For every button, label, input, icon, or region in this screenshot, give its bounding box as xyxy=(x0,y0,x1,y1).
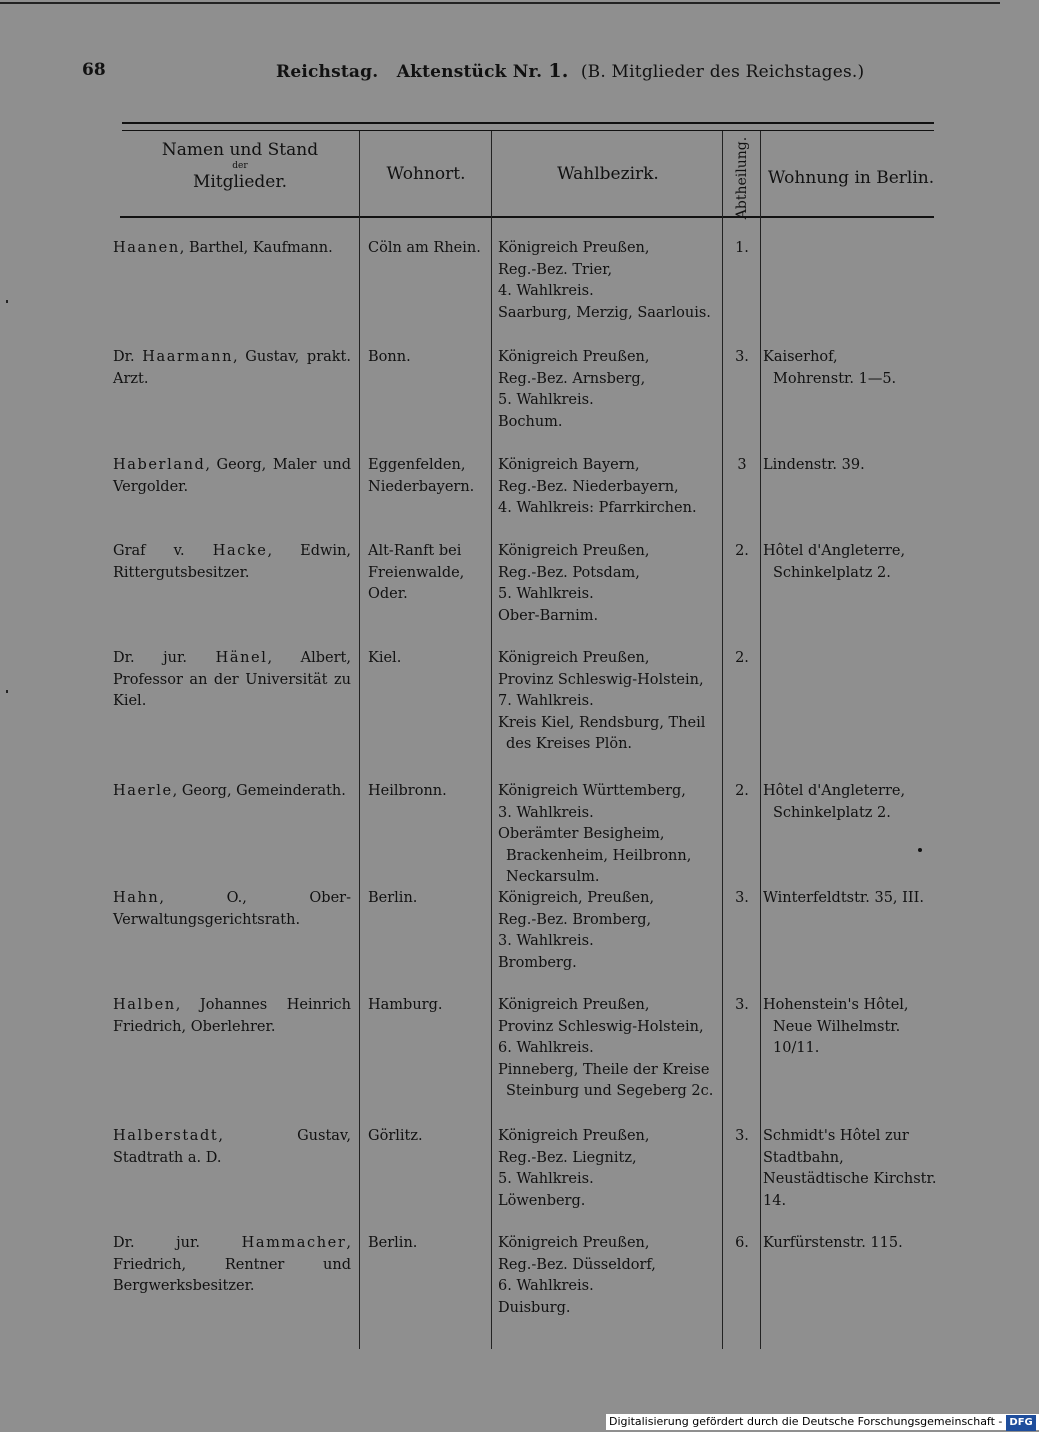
member-berlin-address xyxy=(763,888,938,910)
member-surname: Halben xyxy=(113,997,176,1013)
member-wohnort xyxy=(368,888,486,910)
wahlbezirk-line: Bromberg. xyxy=(498,954,577,971)
wahlbezirk-line: Saarburg, Merzig, Saarlouis. xyxy=(498,304,711,321)
member-wahlbezirk xyxy=(498,781,720,889)
member-details: , Gustav, prakt. Arzt. xyxy=(113,349,351,387)
column-divider xyxy=(722,131,723,1349)
member-wohnort xyxy=(368,1233,486,1255)
member-wahlbezirk xyxy=(498,1126,720,1212)
member-abtheilung: 3. xyxy=(735,349,749,365)
member-abtheilung: 2. xyxy=(735,650,749,666)
berlin-address-line: Kaiserhof, xyxy=(763,349,838,365)
member-name xyxy=(113,238,351,260)
wahlbezirk-line: Reg.-Bez. Potsdam, xyxy=(498,564,640,581)
member-wahlbezirk xyxy=(498,648,720,756)
member-wohnort xyxy=(368,995,486,1017)
scan-margin-mark xyxy=(6,300,8,303)
wahlbezirk-line: Reg.-Bez. Liegnitz, xyxy=(498,1149,637,1166)
scan-top-border xyxy=(0,2,1000,4)
wahlbezirk-line: Königreich Preußen, xyxy=(498,650,650,666)
member-berlin-address xyxy=(763,455,938,477)
member-berlin-address xyxy=(763,541,938,584)
header-names-line1: Namen und Stand xyxy=(161,140,319,160)
wahlbezirk-line: 4. Wahlkreis: Pfarrkirchen. xyxy=(498,500,697,516)
footer xyxy=(606,1414,1039,1430)
member-details: , Johannes Heinrich Friedrich, Oberlehrer. xyxy=(113,997,351,1035)
name-prefix: Dr. xyxy=(113,349,143,365)
header-names xyxy=(140,140,340,192)
running-head-doc: Aktenstück Nr. xyxy=(396,62,543,82)
member-berlin-address xyxy=(763,347,938,390)
wahlbezirk-line: Königreich Bayern, xyxy=(498,457,640,473)
wahlbezirk-line: 7. Wahlkreis. xyxy=(498,693,594,709)
member-wahlbezirk xyxy=(498,888,720,974)
member-abtheilung: 6. xyxy=(735,1235,749,1251)
wahlbezirk-line: Königreich Preußen, xyxy=(498,543,650,559)
member-abtheilung: 2. xyxy=(735,543,749,559)
wahlbezirk-line: 5. Wahlkreis. xyxy=(498,392,594,408)
page-number: 68 xyxy=(82,60,106,80)
member-name xyxy=(113,781,351,803)
member-abtheilung: 3. xyxy=(735,890,749,906)
scan-margin-mark xyxy=(6,690,8,693)
table-top-rule-thin xyxy=(122,130,934,131)
berlin-address-line: Kurfürstenstr. 115. xyxy=(763,1235,903,1251)
member-details: , Friedrich, Rentner und Bergwerksbesitzer. xyxy=(113,1235,351,1294)
member-name xyxy=(113,648,351,713)
scan-speck xyxy=(918,848,922,852)
member-surname: Haanen xyxy=(113,240,180,256)
berlin-address-line: Neue Wilhelmstr. 10/11. xyxy=(773,1018,901,1056)
member-berlin-address xyxy=(763,995,938,1060)
berlin-address-line: Lindenstr. 39. xyxy=(763,457,865,473)
wohnort-line: Freienwalde, xyxy=(368,564,465,581)
running-head-section: (B. Mitglieder des Reichstages.) xyxy=(580,62,865,82)
column-divider xyxy=(491,131,492,1349)
member-surname: Halberstadt xyxy=(113,1128,219,1144)
wohnort-line: Alt-Ranft bei xyxy=(368,543,462,559)
member-wahlbezirk xyxy=(498,1233,720,1319)
wohnort-line: Hamburg. xyxy=(368,997,443,1013)
berlin-address-line: Hôtel d'Angleterre, xyxy=(763,783,906,799)
wahlbezirk-line: Kreis Kiel, Rendsburg, Theil des Kreises Plön. xyxy=(498,714,706,752)
wahlbezirk-line: Duisburg. xyxy=(498,1299,571,1316)
member-berlin-address xyxy=(763,1233,938,1255)
member-name xyxy=(113,1126,351,1169)
member-name xyxy=(113,455,351,498)
wahlbezirk-line: Königreich Württemberg, xyxy=(498,783,686,799)
wohnort-line: Heilbronn. xyxy=(368,783,447,799)
wahlbezirk-line: 6. Wahlkreis. xyxy=(498,1278,594,1294)
wahlbezirk-line: 6. Wahlkreis. xyxy=(498,1040,594,1056)
wahlbezirk-line: 3. Wahlkreis. xyxy=(498,933,594,949)
name-prefix: Graf v. xyxy=(113,543,213,559)
member-name xyxy=(113,888,351,931)
wohnort-line: Berlin. xyxy=(368,1235,418,1251)
wohnort-line: Eggenfelden, xyxy=(368,457,466,473)
member-surname: Haberland xyxy=(113,457,206,473)
member-details: , Edwin, Rittergutsbesitzer. xyxy=(113,543,351,581)
wahlbezirk-line: Reg.-Bez. Düsseldorf, xyxy=(498,1256,656,1273)
running-head xyxy=(276,60,864,82)
dfg-logo: DFG xyxy=(1006,1415,1035,1431)
wahlbezirk-line: Pinneberg, Theile der Kreise Steinburg und Segeberg 2c. xyxy=(498,1061,714,1099)
wahlbezirk-line: Bochum. xyxy=(498,413,563,430)
wahlbezirk-line: Reg.-Bez. Niederbayern, xyxy=(498,478,679,495)
member-wohnort xyxy=(368,455,486,498)
berlin-address-line: Schinkelplatz 2. xyxy=(773,804,891,821)
berlin-address-line: Mohrenstr. 1—5. xyxy=(773,370,897,387)
member-berlin-address xyxy=(763,781,938,824)
member-surname: Haarmann xyxy=(142,349,234,365)
member-surname: Hänel xyxy=(215,650,268,666)
header-bottom-rule xyxy=(120,216,934,218)
header-names-line2: der xyxy=(232,161,248,171)
member-abtheilung: 3. xyxy=(735,1128,749,1144)
member-details: , Gustav, Stadtrath a. D. xyxy=(113,1128,351,1166)
berlin-address-line: Schinkelplatz 2. xyxy=(773,564,891,581)
member-abtheilung: 3. xyxy=(735,997,749,1013)
berlin-address-line: Hôtel d'Angleterre, xyxy=(763,543,906,559)
member-wohnort xyxy=(368,781,486,803)
wahlbezirk-line: 5. Wahlkreis. xyxy=(498,586,594,602)
member-wahlbezirk xyxy=(498,995,720,1103)
member-surname: Hammacher xyxy=(241,1235,347,1251)
wahlbezirk-line: 3. Wahlkreis. xyxy=(498,804,594,821)
member-wahlbezirk xyxy=(498,238,720,324)
berlin-address-line: Winterfeldtstr. 35, III. xyxy=(763,890,924,906)
wohnort-line: Niederbayern. xyxy=(368,478,475,495)
member-details: , O., Ober-Verwaltungsgerichtsrath. xyxy=(113,890,351,928)
member-name xyxy=(113,995,351,1038)
member-wohnort xyxy=(368,238,486,260)
member-details: , Barthel, Kaufmann. xyxy=(179,240,333,256)
header-wohnort: Wohnort. xyxy=(386,164,466,184)
wahlbezirk-line: Reg.-Bez. Arnsberg, xyxy=(498,370,646,387)
name-prefix: Dr. jur. xyxy=(113,650,216,666)
member-surname: Haerle xyxy=(113,783,173,799)
member-wohnort xyxy=(368,541,486,606)
berlin-address-line: Schmidt's Hôtel zur Stadtbahn, Neustädtische Kirchstr. 14. xyxy=(763,1128,937,1209)
member-abtheilung: 1. xyxy=(735,240,749,256)
table-top-rule xyxy=(122,122,934,124)
member-surname: Hahn xyxy=(113,890,160,906)
wahlbezirk-line: Oberämter Besigheim, Brackenheim, Heilbronn, Neckarsulm. xyxy=(498,826,692,885)
member-name xyxy=(113,541,351,584)
member-wohnort xyxy=(368,347,486,369)
member-wohnort xyxy=(368,648,486,670)
wahlbezirk-line: Reg.-Bez. Trier, xyxy=(498,261,613,278)
wahlbezirk-line: Königreich Preußen, xyxy=(498,1235,650,1251)
member-name xyxy=(113,1233,351,1298)
wohnort-line: Bonn. xyxy=(368,349,411,365)
wahlbezirk-line: Reg.-Bez. Bromberg, xyxy=(498,911,652,928)
member-wahlbezirk xyxy=(498,347,720,433)
member-details: , Albert, Professor an der Universität zu Kiel. xyxy=(113,650,351,709)
wohnort-line: Oder. xyxy=(368,586,408,602)
member-details: , Georg, Maler und Vergolder. xyxy=(113,457,351,495)
berlin-address-line: Hohenstein's Hôtel, xyxy=(763,997,909,1013)
member-abtheilung: 2. xyxy=(735,783,749,799)
member-details: , Georg, Gemeinderath. xyxy=(172,783,346,799)
member-name xyxy=(113,347,351,390)
wahlbezirk-line: Königreich Preußen, xyxy=(498,1128,650,1144)
header-abtheilung xyxy=(724,136,760,220)
name-prefix: Dr. jur. xyxy=(113,1235,242,1251)
header-berlin: Wohnung in Berlin. xyxy=(767,168,935,188)
footer-text: Digitalisierung gefördert durch die Deutsche Forschungsgemeinschaft - xyxy=(609,1415,1003,1428)
member-berlin-address xyxy=(763,1126,938,1212)
wahlbezirk-line: Königreich Preußen, xyxy=(498,349,650,365)
wohnort-line: Görlitz. xyxy=(368,1128,423,1144)
running-head-doc-number: 1. xyxy=(548,60,569,82)
wohnort-line: Berlin. xyxy=(368,890,418,906)
wahlbezirk-line: Königreich, Preußen, xyxy=(498,890,655,906)
header-names-line3: Mitglieder. xyxy=(192,172,288,192)
wahlbezirk-line: Provinz Schleswig-Holstein, xyxy=(498,1018,704,1035)
member-abtheilung: 3 xyxy=(737,457,747,473)
wohnort-line: Cöln am Rhein. xyxy=(368,240,481,256)
column-divider xyxy=(760,131,761,1349)
wahlbezirk-line: Königreich Preußen, xyxy=(498,240,650,256)
wahlbezirk-line: Löwenberg. xyxy=(498,1192,586,1209)
member-wahlbezirk xyxy=(498,541,720,627)
wahlbezirk-line: 4. Wahlkreis. xyxy=(498,283,594,299)
member-wohnort xyxy=(368,1126,486,1148)
member-wahlbezirk xyxy=(498,455,720,520)
header-wahlbezirk: Wahlbezirk. xyxy=(557,164,659,184)
wahlbezirk-line: 5. Wahlkreis. xyxy=(498,1171,594,1187)
wahlbezirk-line: Provinz Schleswig-Holstein, xyxy=(498,671,704,688)
header-abtheilung-label: Abtheilung. xyxy=(734,136,750,220)
member-surname: Hacke xyxy=(212,543,268,559)
wahlbezirk-line: Ober-Barnim. xyxy=(498,607,599,624)
wohnort-line: Kiel. xyxy=(368,650,402,666)
column-divider xyxy=(359,131,360,1349)
running-head-left: Reichstag. xyxy=(276,62,379,82)
wahlbezirk-line: Königreich Preußen, xyxy=(498,997,650,1013)
